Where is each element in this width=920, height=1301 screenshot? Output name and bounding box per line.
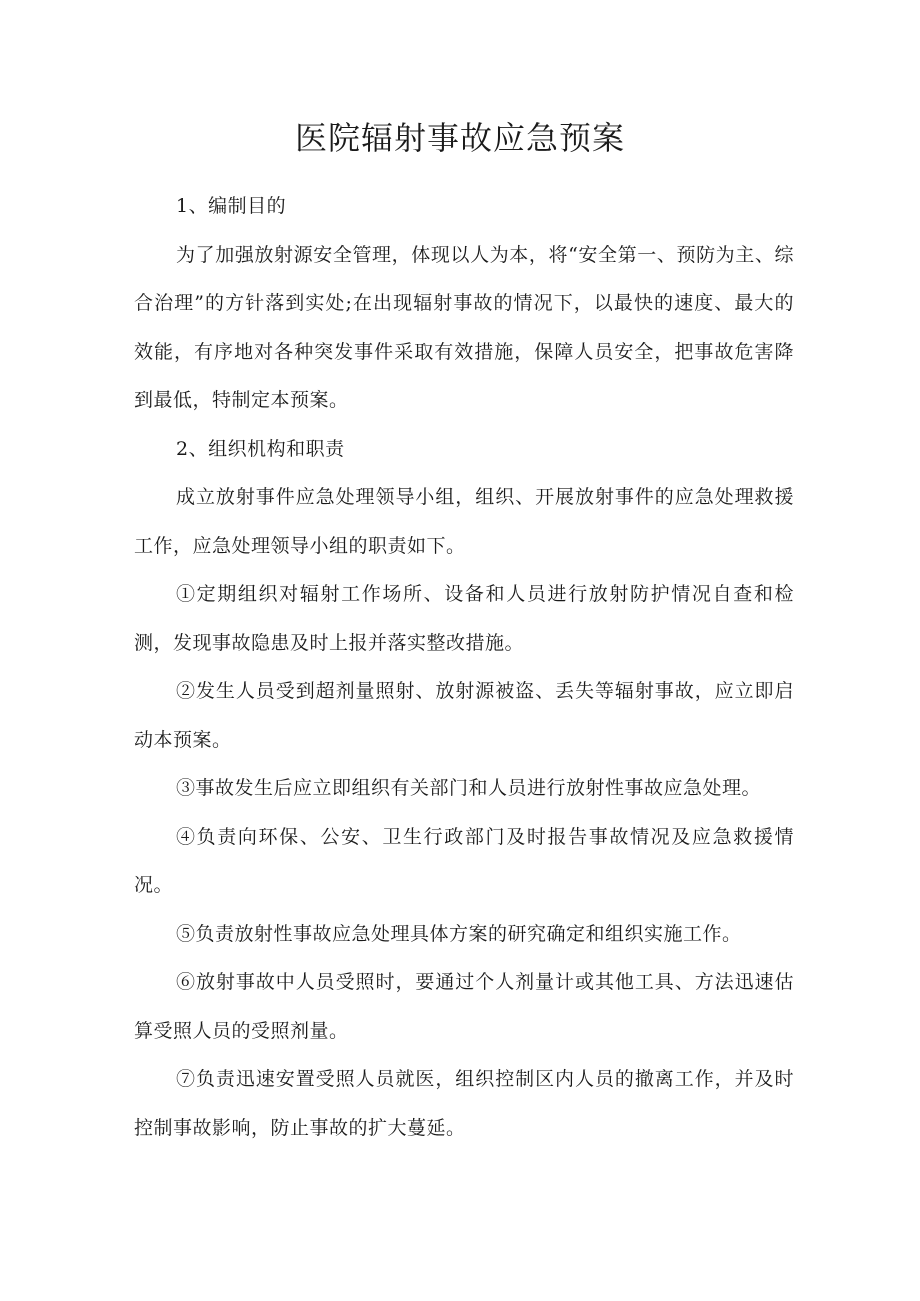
list-item-duty-2: ②发生人员受到超剂量照射、放射源被盗、丢失等辐射事故，应立即启动本预案。 — [134, 680, 794, 751]
list-item-duty-3: ③事故发生后应立即组织有关部门和人员进行放射性事故应急处理。 — [176, 777, 762, 799]
list-item-duty-7: ⑦负责迅速安置受照人员就医，组织控制区内人员的撤离工作，并及时控制事故影响，防止事故的扩大蔓延。 — [134, 1068, 794, 1139]
list-item-duty-4: ④负责向环保、公安、卫生行政部门及时报告事故情况及应急救援情况。 — [134, 825, 794, 896]
document-title: 医院辐射事故应急预案 — [294, 119, 625, 157]
list-item-duty-6: ⑥放射事故中人员受照时，要通过个人剂量计或其他工具、方法迅速估算受照人员的受照剂量。 — [134, 971, 794, 1042]
document-body — [134, 182, 794, 1152]
paragraph-organization: 成立放射事件应急处理领导小组，组织、开展放射事件的应急处理救援工作，应急处理领导小组的职责如下。 — [134, 486, 794, 557]
list-item-duty-5: ⑤负责放射性事故应急处理具体方案的研究确定和组织实施工作。 — [176, 922, 742, 945]
list-item-duty-1: ①定期组织对辐射工作场所、设备和人员进行放射防护情况自查和检测，发现事故隐患及时上报并落实整改措施。 — [134, 583, 794, 654]
paragraph-purpose: 为了加强放射源安全管理，体现以人为本，将“安全第一、预防为主、综合治理”的方针落到实处;在出现辐射事故的情况下，以最快的速度、最大的效能，有序地对各种突发事件采取有效措施，保障人员安全，把事故危害降到最低，特制定本预案。 — [134, 243, 794, 411]
section-heading-purpose: 1、编制目的 — [176, 195, 287, 217]
section-heading-organization: 2、组织机构和职责 — [176, 437, 345, 460]
